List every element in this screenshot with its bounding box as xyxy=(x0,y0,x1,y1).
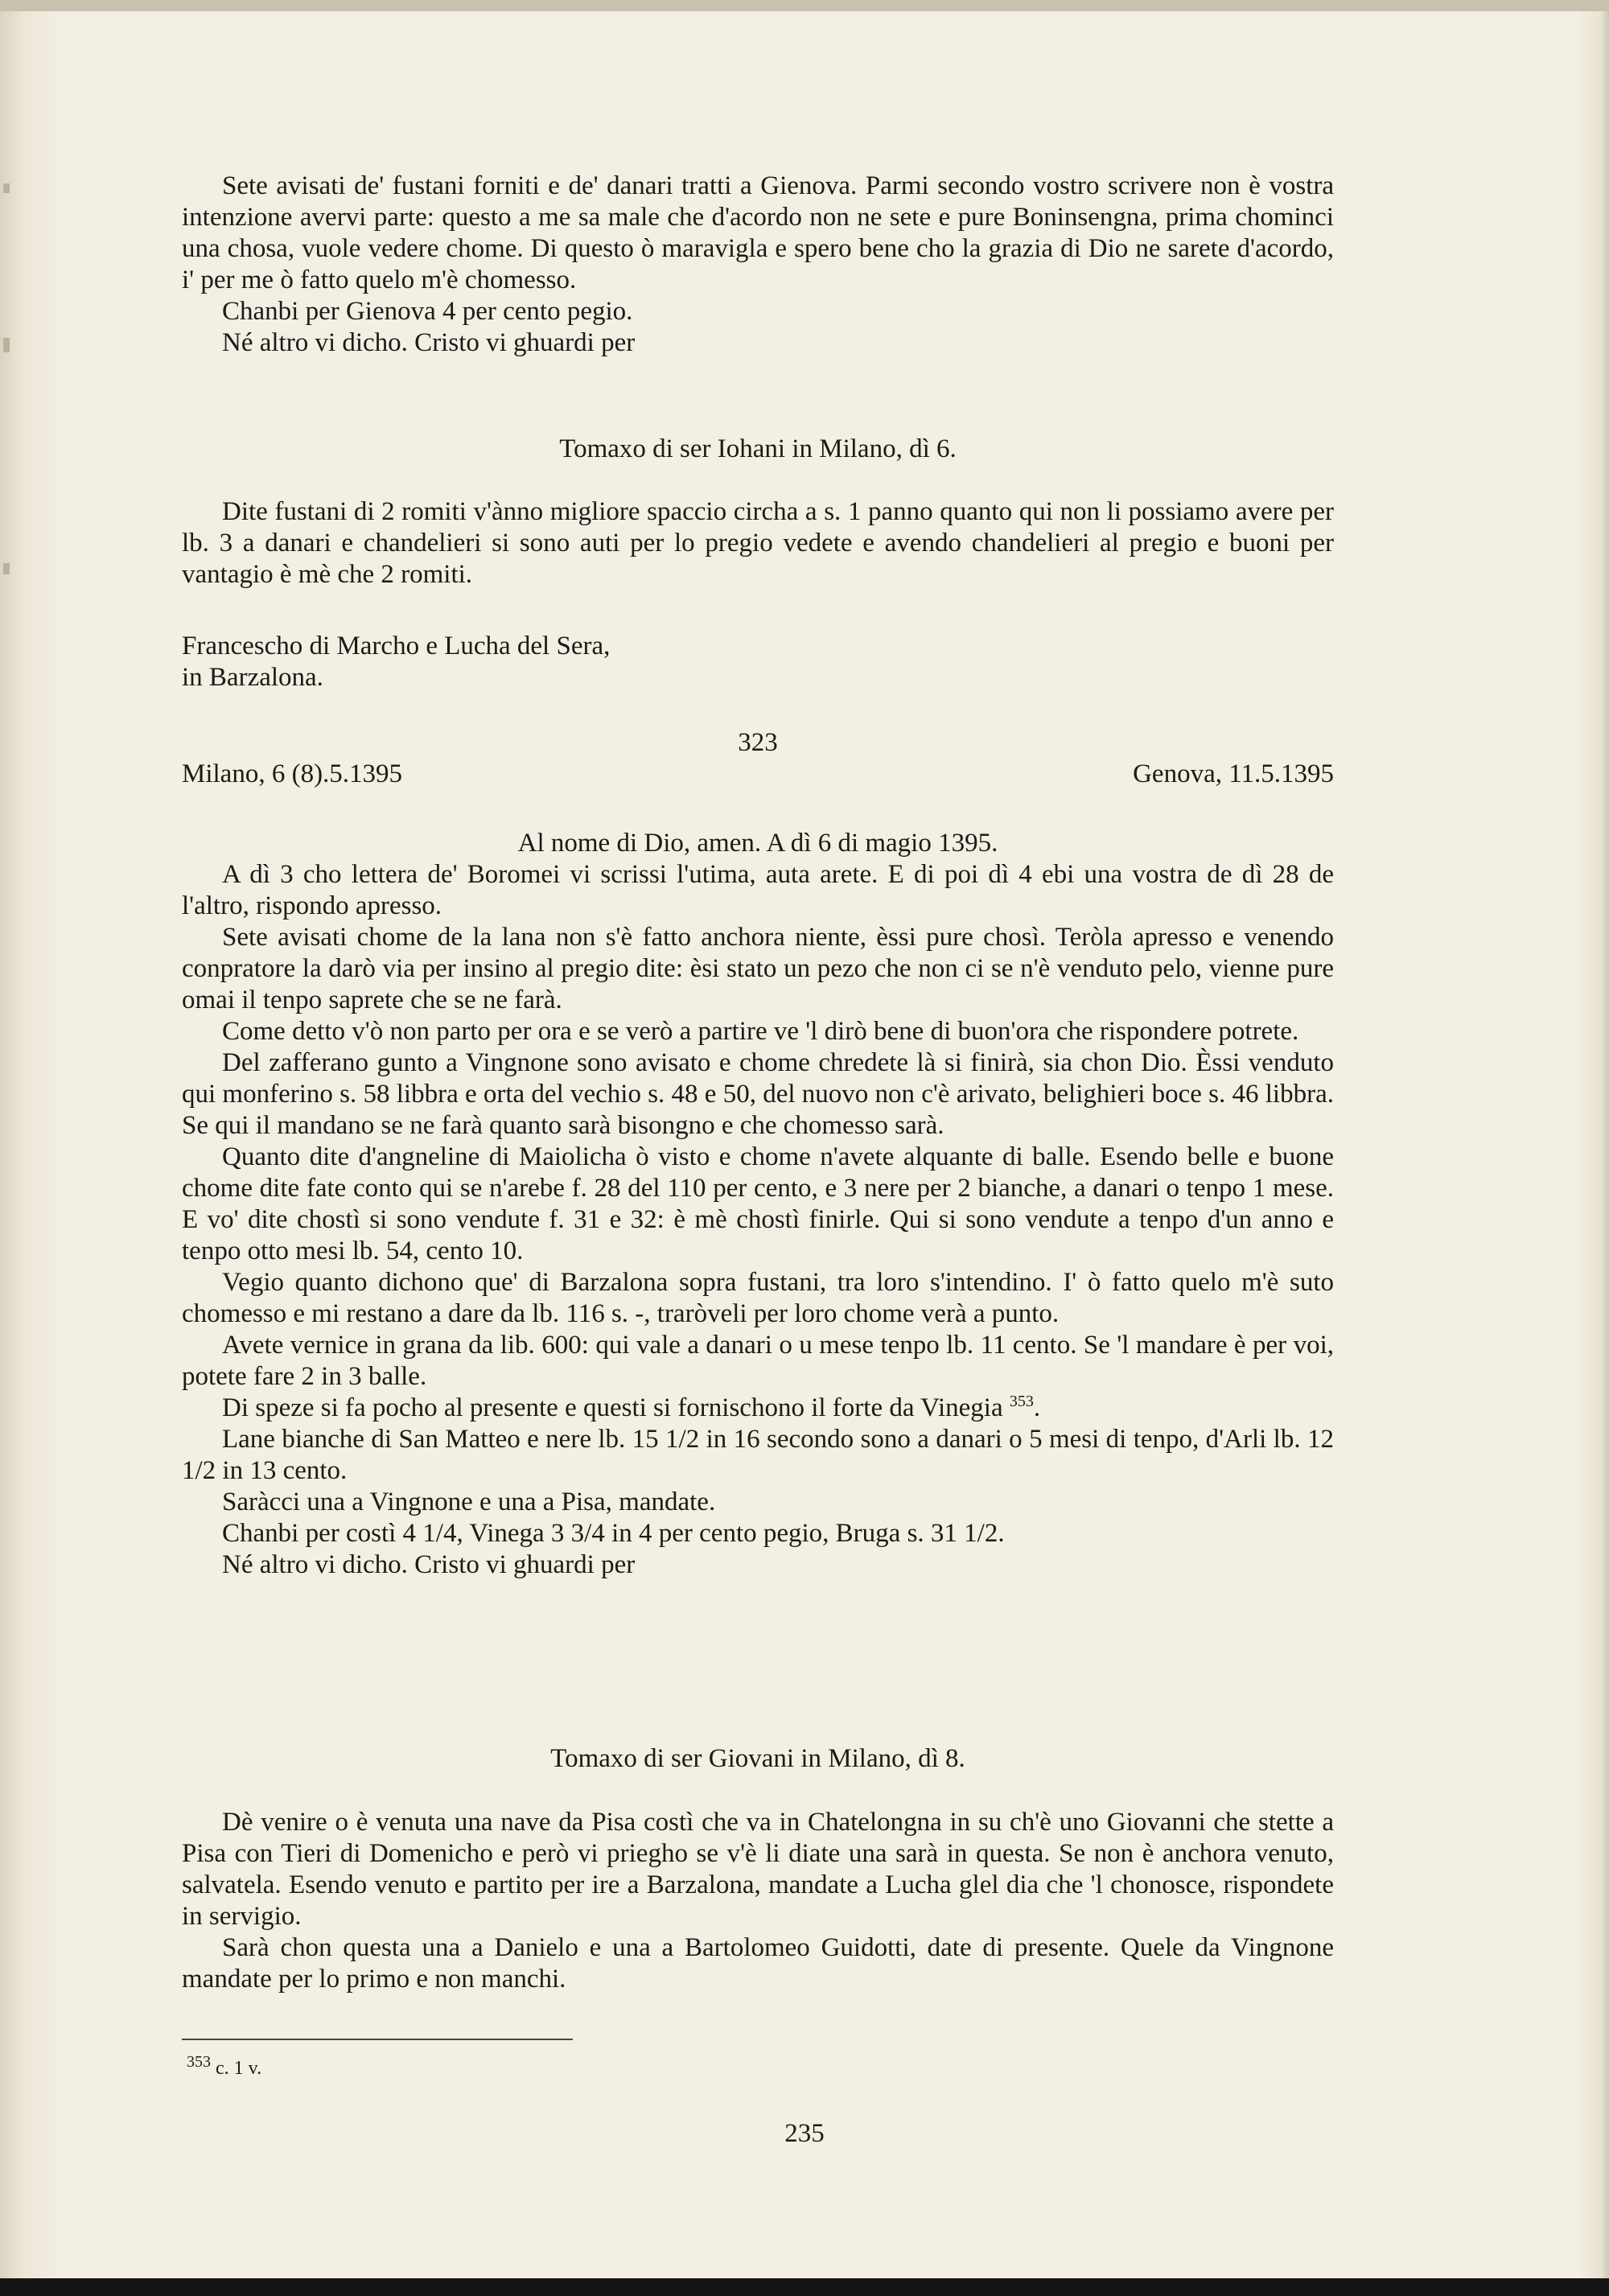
footnote-rule xyxy=(182,2039,573,2040)
margin-mark xyxy=(3,183,10,193)
letter-paragraph: Vegio quanto dichono que' di Barzalona sopra fustani, tra loro s'intendino. I' ò fatto quelo m'è suto chomesso e mi restano a dare da lb. 116 s. -, traròveli per loro chome verà a punto. xyxy=(182,1268,1334,1328)
letter-paragraph: A dì 3 cho lettera de' Boromei vi scrissi l'utima, auta arete. E di poi dì 4 ebi una vostra de dì 28 de l'altro, rispondo apresso. xyxy=(182,860,1334,920)
footnote-text: c. 1 v. xyxy=(216,2058,262,2079)
postscript-block-1 xyxy=(182,496,1334,590)
signature: Tomaxo di ser Giovani in Milano, dì 8. xyxy=(550,1744,965,1773)
letter-paragraph: Del zafferano gunto a Vingnone sono avisato e chome chredete là si finirà, sia chon Dio. Èssi venduto qui monferino s. 58 libbra e orta del vechio s. 48 e 50, del nuovo non c'è arivato, belighieri boce s. 46 libbra. Se qui il mandano se ne farà quanto sarà bisongno e che chomesso sarà. xyxy=(182,1048,1334,1140)
letter-paragraph: Lane bianche di San Matteo e nere lb. 15 1/2 in 16 secondo sono a danari o 5 mesi di tenpo, d'Arli lb. 12 1/2 in 13 cento. xyxy=(182,1425,1334,1485)
footnote-number: 353 xyxy=(187,2053,211,2071)
letter-paragraph: Come detto v'ò non parto per ora e se verò a partire ve 'l dirò bene di buon'ora che rispondere potrete. xyxy=(222,1017,1299,1046)
letter-body xyxy=(182,828,1334,1581)
postscript-paragraph: Dite fustani di 2 romiti v'ànno migliore spaccio circha a s. 1 panno quanto qui non li possiamo avere per lb. 3 a danari e chandelieri si sono auti per lo pregio vedete e avendo chandelieri al pregio e buoni per vantagio è mè che 2 romiti. xyxy=(182,497,1334,589)
signature-block-1 xyxy=(182,434,1334,465)
closing-line: Né altro vi dicho. Cristo vi ghuardi per xyxy=(222,1550,636,1579)
invocation: Al nome di Dio, amen. A dì 6 di magio 1395. xyxy=(517,829,998,858)
speze-text: Di speze si fa pocho al presente e questi si fornischono il forte da Vinegia xyxy=(222,1393,1003,1422)
postscript-paragraph: Sarà chon questa una a Danielo e una a Bartolomeo Guidotti, date di presente. Quele da Vingnone mandate per lo primo e non manchi. xyxy=(182,1933,1334,1994)
footnote xyxy=(187,2053,262,2080)
letter-line: Saràcci una a Vingnone e una a Pisa, mandate. xyxy=(222,1487,716,1516)
exchange-line: Chanbi per Gienova 4 per cento pegio. xyxy=(222,297,633,326)
page-number: 235 xyxy=(784,2119,825,2148)
postscript-paragraph: Dè venire o è venuta una nave da Pisa costì che va in Chatelongna in su ch'è uno Giovanni che stette a Pisa con Tieri di Domenicho e però vi priegho se v'è li diate una sarà in questa. Se non è anchora venuto, salvatela. Esendo venuto e partito per ire a Barzalona, mandate a Lucha glel dia che 'l chonosce, rispondete in servigio. xyxy=(182,1808,1334,1931)
letter-paragraph: Avete vernice in grana da lib. 600: qui vale a danari o u mese tenpo lb. 11 cento. Se 'l mandare è per voi, potete fare 2 in 3 balle. xyxy=(182,1331,1334,1391)
margin-mark xyxy=(3,338,10,352)
address-line-2: in Barzalona. xyxy=(182,663,323,692)
letter-paragraph: Sete avisati chome de la lana non s'è fatto anchora niente, èssi pure chosì. Teròla apresso e venendo conpratore la darò via per insino al pregio dite: èsi stato un pezo che non ci se n'è venduto pelo, vienne pure omai il tenpo saprete che se ne farà. xyxy=(182,923,1334,1014)
previous-letter-end xyxy=(182,171,1334,359)
exchange-line: Chanbi per costì 4 1/4, Vinega 3 3/4 in 4 per cento pegio, Bruga s. 31 1/2. xyxy=(222,1519,1005,1548)
page-bottom-edge xyxy=(0,2278,1609,2296)
letter-destination: Genova, 11.5.1395 xyxy=(1133,759,1334,788)
signature: Tomaxo di ser Iohani in Milano, dì 6. xyxy=(559,434,957,463)
letter-origin: Milano, 6 (8).5.1395 xyxy=(182,759,403,788)
margin-mark xyxy=(3,563,10,574)
letter-paragraph: Di speze si fa pocho al presente e questi si fornischono il forte da Vinegia $^{353}$. xyxy=(222,1393,1041,1422)
footnote-reference: 353 xyxy=(1009,1393,1034,1410)
address-line-1: Francescho di Marcho e Lucha del Sera, xyxy=(182,632,611,660)
letter-paragraph: Quanto dite d'angneline di Maiolicha ò visto e chome n'avete alquante di balle. Esendo belle e buone chome dite fate conto qui se n'arebe f. 28 del 110 per cento, e 3 nere per 2 bianche, a danari o tenpo 1 mese. E vo' dite chostì si sono vendute f. 31 e 32: è mè chostì finirle. Qui si sono vendute a tenpo d'un anno e tenpo otto mesi lb. 54, cento 10. xyxy=(182,1142,1334,1265)
postscript-block-2 xyxy=(182,1807,1334,1995)
letter-number: 323 xyxy=(738,728,778,757)
address-block xyxy=(182,631,1334,693)
closing-line: Né altro vi dicho. Cristo vi ghuardi per xyxy=(222,328,636,357)
intro-paragraph: Sete avisati de' fustani forniti e de' danari tratti a Gienova. Parmi secondo vostro scrivere non è vostra intenzione avervi parte: questo a me sa male che d'acordo non ne sete e pure Boninsengna, prima chominci una chosa, vuole vedere chome. Di questo ò maravigla e spero bene cho la grazia di Dio ne sarete d'acordo, i' per me ò fatto quelo m'è chomesso. xyxy=(182,171,1334,294)
letter-date-row xyxy=(182,759,1334,790)
page-top-edge xyxy=(0,0,1609,11)
letter-header xyxy=(182,727,1334,790)
signature-block-2 xyxy=(182,1743,1334,1775)
